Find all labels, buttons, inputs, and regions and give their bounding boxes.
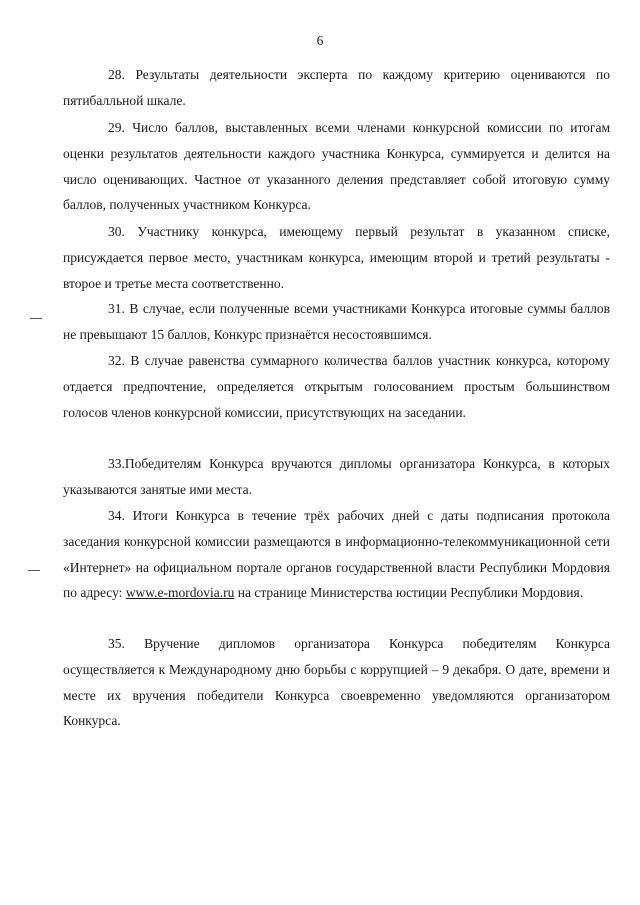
paragraph-number: 33. [108,456,125,471]
paragraph-number: 28. [108,67,125,82]
paragraph-text: В случае равенства суммарного количества баллов участник конкурса, которому отдается предпочтение, определяется открытым голосованием простым большинством голосов членов конкурсной комиссии, присутствующих на заседании. [63,353,610,420]
paragraph-text: Вручение дипломов организатора Конкурса победителям Конкурса осуществляется к Международному дню борьбы с коррупцией – 9 декабря. О дате, времени и месте их вручения победители Конкурса своевременно уведомляются организатором Конкурса. [63,636,611,729]
paragraph-number: 30. [108,224,125,239]
page-number: 6 [316,33,324,48]
paragraph-35 [63,631,610,734]
paragraph-text: Победителям Конкурса вручаются дипломы организатора Конкурса, в которых указываются занятые ими места. [63,456,610,497]
paragraph-number: 29. [108,120,125,135]
paragraph-29 [63,115,610,218]
portal-link[interactable]: www.e-mordovia.ru [125,585,235,601]
paragraph-text-after: на странице Министерства юстиции Республики Мордовия. [234,585,584,601]
paragraph-text: Итоги Конкурса в течение трёх рабочих дней с даты подписания протокола заседания конкурсной комиссии размещаются в информационно-телекоммуникационной сети «Интернет» на официальном портале органов государственной власти Республики Мордовия по адресу: [63,508,611,601]
paragraph-31 [63,296,610,348]
paragraph-number: 31. [108,301,125,316]
paragraph-text: Участнику конкурса, имеющему первый результат в указанном списке, присуждается первое место, участникам конкурса, имеющим второй и третий результаты - второе и третье места соответственно. [63,224,611,291]
paragraph-number: 32. [108,353,125,368]
paragraph-33 [63,451,610,503]
paragraph-32 [63,348,610,425]
binding-hole-mark [28,570,40,571]
binding-hole-mark [30,318,42,319]
paragraph-30 [63,219,610,296]
paragraph-text: Результаты деятельности эксперта по каждому критерию оцениваются по пятибалльной шкале. [63,67,610,108]
paragraph-number: 35. [108,636,125,651]
paragraph-28 [63,62,610,114]
paragraph-34 [63,503,610,606]
paragraph-text: В случае, если полученные всеми участниками Конкурса итоговые суммы баллов не превышают 15 баллов, Конкурс признаётся несостоявшимся. [63,301,611,342]
paragraph-text: Число баллов, выставленных всеми членами конкурсной комиссии по итогам оценки результатов деятельности каждого участника Конкурса, суммируется и делится на число оценивающих. Частное от указанного деления представляет собой итоговую сумму баллов, полученных участником Конкурса. [63,120,610,213]
paragraph-number: 34. [108,508,125,523]
